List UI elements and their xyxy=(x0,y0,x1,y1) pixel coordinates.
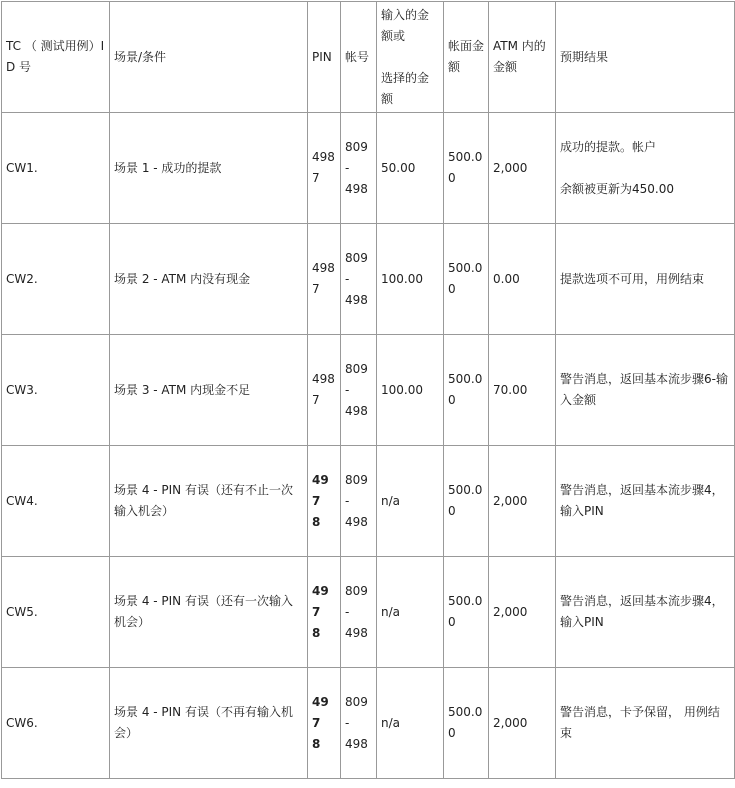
account-dash: - xyxy=(345,160,350,175)
case-pin xyxy=(308,224,341,335)
expected-line1: 成功的提款。帐户 xyxy=(560,139,657,154)
case-scenario: 场景 2 - ATM 内没有现金 xyxy=(110,224,308,335)
expected-line2: 余额被更新为450.00 xyxy=(560,181,674,196)
account-part-2: 498 xyxy=(345,736,368,751)
case-account xyxy=(341,113,377,224)
case-pin xyxy=(308,668,341,779)
case-scenario: 场景 4 - PIN 有误（不再有输入机会） xyxy=(110,668,308,779)
account-dash: - xyxy=(345,493,350,508)
table-row xyxy=(2,335,735,446)
header-expected: 预期结果 xyxy=(556,2,735,113)
case-scenario: 场景 4 - PIN 有误（还有不止一次输入机会） xyxy=(110,446,308,557)
account-part-1: 809 xyxy=(345,250,368,265)
case-atm: 2,000 xyxy=(489,113,556,224)
account-part-1: 809 xyxy=(345,694,368,709)
account-dash: - xyxy=(345,715,350,730)
case-scenario: 场景 3 - ATM 内现金不足 xyxy=(110,335,308,446)
pin-part-1: 497 xyxy=(312,472,329,508)
pin-part-2: 7 xyxy=(312,282,320,296)
account-dash: - xyxy=(345,382,350,397)
header-scenario: 场景/条件 xyxy=(110,2,308,113)
case-account xyxy=(341,335,377,446)
case-id: CW1. xyxy=(2,113,110,224)
table-row xyxy=(2,557,735,668)
account-dash: - xyxy=(345,604,350,619)
header-atm: ATM 内的金额 xyxy=(489,2,556,113)
case-balance: 500.00 xyxy=(444,224,489,335)
pin-part-1: 498 xyxy=(312,372,335,386)
case-account xyxy=(341,224,377,335)
pin-part-2: 8 xyxy=(312,625,321,640)
case-atm: 70.00 xyxy=(489,335,556,446)
table-row xyxy=(2,113,735,224)
pin-part-2: 7 xyxy=(312,393,320,407)
case-account xyxy=(341,557,377,668)
case-account xyxy=(341,446,377,557)
header-balance: 帐面金额 xyxy=(444,2,489,113)
case-amount: n/a xyxy=(377,446,444,557)
case-amount: 50.00 xyxy=(377,113,444,224)
case-id: CW3. xyxy=(2,335,110,446)
header-amount-line1: 输入的金额或 xyxy=(381,7,430,43)
header-pin: PIN xyxy=(308,2,341,113)
table-row xyxy=(2,668,735,779)
table-row xyxy=(2,224,735,335)
case-amount: n/a xyxy=(377,668,444,779)
case-balance: 500.00 xyxy=(444,668,489,779)
case-scenario: 场景 1 - 成功的提款 xyxy=(110,113,308,224)
account-part-1: 809 xyxy=(345,472,368,487)
case-balance: 500.00 xyxy=(444,557,489,668)
case-atm: 2,000 xyxy=(489,446,556,557)
pin-part-1: 498 xyxy=(312,261,335,275)
case-atm: 2,000 xyxy=(489,668,556,779)
case-balance: 500.00 xyxy=(444,335,489,446)
account-part-1: 809 xyxy=(345,583,368,598)
case-id: CW5. xyxy=(2,557,110,668)
case-atm: 0.00 xyxy=(489,224,556,335)
case-atm: 2,000 xyxy=(489,557,556,668)
case-expected: 警告消息，返回基本流步骤4，输入PIN xyxy=(556,557,735,668)
account-part-2: 498 xyxy=(345,514,368,529)
case-amount: 100.00 xyxy=(377,224,444,335)
case-amount: 100.00 xyxy=(377,335,444,446)
case-expected xyxy=(556,113,735,224)
account-part-2: 498 xyxy=(345,403,368,418)
pin-part-2: 8 xyxy=(312,736,321,751)
case-pin xyxy=(308,446,341,557)
header-amount xyxy=(377,2,444,113)
pin-part-1: 497 xyxy=(312,583,329,619)
case-expected: 警告消息，卡予保留， 用例结束 xyxy=(556,668,735,779)
header-account: 帐号 xyxy=(341,2,377,113)
account-dash: - xyxy=(345,271,350,286)
account-part-1: 809 xyxy=(345,139,368,154)
case-id: CW4. xyxy=(2,446,110,557)
case-amount: n/a xyxy=(377,557,444,668)
case-balance: 500.00 xyxy=(444,446,489,557)
pin-part-1: 497 xyxy=(312,694,329,730)
case-expected: 提款选项不可用，用例结束 xyxy=(556,224,735,335)
case-id: CW2. xyxy=(2,224,110,335)
case-balance: 500.00 xyxy=(444,113,489,224)
pin-part-2: 7 xyxy=(312,171,320,185)
header-amount-line2: 选择的金额 xyxy=(381,70,430,106)
account-part-2: 498 xyxy=(345,625,368,640)
case-scenario: 场景 4 - PIN 有误（还有一次输入机会） xyxy=(110,557,308,668)
header-id: TC （ 测试用例）ID 号 xyxy=(2,2,110,113)
account-part-1: 809 xyxy=(345,361,368,376)
pin-part-1: 498 xyxy=(312,150,335,164)
pin-part-2: 8 xyxy=(312,514,321,529)
case-expected: 警告消息，返回基本流步骤4，输入PIN xyxy=(556,446,735,557)
case-id: CW6. xyxy=(2,668,110,779)
case-expected: 警告消息，返回基本流步骤6-输入金额 xyxy=(556,335,735,446)
case-account xyxy=(341,668,377,779)
test-case-table xyxy=(1,1,735,779)
case-pin xyxy=(308,335,341,446)
case-pin xyxy=(308,113,341,224)
account-part-2: 498 xyxy=(345,292,368,307)
header-row xyxy=(2,2,735,113)
account-part-2: 498 xyxy=(345,181,368,196)
case-pin xyxy=(308,557,341,668)
table-row xyxy=(2,446,735,557)
